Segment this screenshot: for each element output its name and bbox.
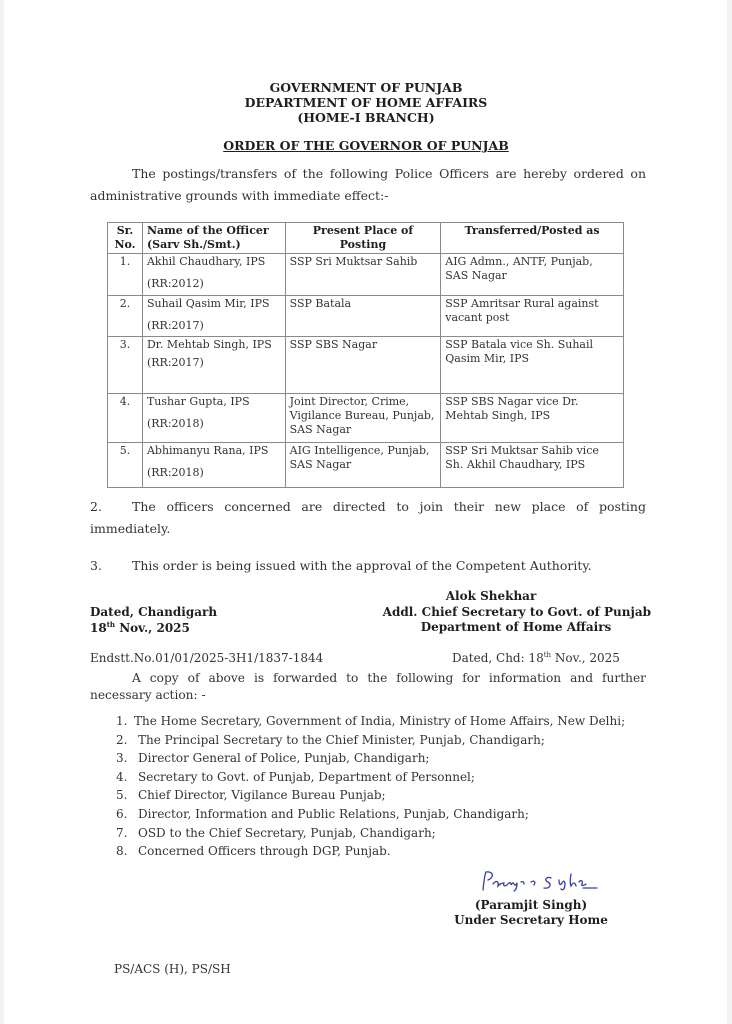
recipient-text: Secretary to Govt. of Punjab, Department of Personnel; (138, 769, 475, 784)
recipient-number: 5. (116, 788, 128, 803)
recipient-number: 1. (116, 714, 128, 728)
para-2-number: 2. (90, 499, 102, 514)
officer-name: Abhimanyu Rana, IPS (146, 444, 269, 457)
recipient-text: The Home Secretary, Government of India, Ministry of Home Affairs, New Delhi; (134, 714, 626, 728)
table-row (108, 296, 624, 337)
officer-name: Akhil Chaudhary, IPS (146, 255, 266, 268)
header-name-sub-text: (Sarv Sh./Smt.) (146, 238, 241, 251)
dated-date (90, 620, 190, 635)
document-page (4, 0, 727, 1024)
endorsement-date-suffix: th (543, 651, 552, 659)
cell-officer (142, 296, 285, 337)
header-officer-name (142, 223, 285, 254)
officer-name: Suhail Qasim Mir, IPS (146, 297, 270, 310)
para-3-number: 3. (90, 558, 102, 573)
dated-day: 18 (90, 621, 107, 635)
recipient-number: 2. (116, 732, 128, 747)
recipient-text: Director General of Police, Punjab, Chandigarh; (138, 751, 430, 766)
recipient-item (116, 805, 625, 824)
recipient-item (116, 731, 625, 750)
cell-present-posting: AIG Intelligence, Punjab, SAS Nagar (285, 443, 441, 488)
recipient-item (116, 749, 625, 768)
recipient-text: OSD to the Chief Secretary, Punjab, Chandigarh; (138, 825, 436, 840)
officer-batch: (RR:2018) (146, 466, 204, 479)
department-heading: DEPARTMENT OF HOME AFFAIRS (244, 95, 488, 110)
dated-day-suffix: th (106, 620, 116, 629)
para-2-line-2: immediately. (90, 521, 171, 536)
officer-name: Tushar Gupta, IPS (146, 395, 250, 408)
cell-sr: 2. (108, 296, 143, 337)
recipient-number: 4. (116, 769, 128, 784)
recipient-item (116, 712, 625, 731)
recipient-number: 6. (116, 806, 128, 821)
para-2-line-1: The officers concerned are directed to join their new place of posting (132, 499, 646, 514)
signatory-name: Alok Shekhar (445, 589, 537, 603)
recipient-item (116, 824, 625, 843)
table-row (108, 443, 624, 488)
cell-posted-as: SSP Sri Muktsar Sahib vice Sh. Akhil Chaudhary, IPS (441, 443, 624, 488)
header-sr-text: Sr. (116, 224, 134, 237)
recipient-item (116, 786, 625, 805)
cell-officer (142, 254, 285, 296)
table-row (108, 254, 624, 296)
recipient-text: The Principal Secretary to the Chief Minister, Punjab, Chandigarh; (138, 732, 545, 747)
header-sr-no (108, 223, 143, 254)
cell-posted-as: SSP Amritsar Rural against vacant post (441, 296, 624, 337)
under-secretary-designation: Under Secretary Home (454, 913, 608, 927)
signature-image (479, 868, 629, 898)
postings-table (107, 222, 624, 488)
recipient-text: Director, Information and Public Relations, Punjab, Chandigarh; (138, 806, 529, 821)
recipient-number: 7. (116, 825, 128, 840)
cell-posted-as: AIG Admn., ANTF, Punjab, SAS Nagar (441, 254, 624, 296)
endorsement-number: Endstt.No.01/01/2025-3H1/1837-1844 (90, 651, 324, 665)
recipient-number: 3. (116, 751, 128, 766)
officer-batch: (RR:2017) (146, 319, 204, 332)
table-header-row (108, 223, 624, 254)
cell-present-posting: SSP Sri Muktsar Sahib (285, 254, 441, 296)
officer-batch: (RR:2017) (146, 356, 204, 369)
recipient-item (116, 842, 625, 861)
header-no-text: No. (114, 238, 136, 251)
table-row (108, 394, 624, 443)
table-row (108, 337, 624, 394)
header-present-posting (285, 223, 441, 254)
cell-present-posting: SSP SBS Nagar (285, 337, 441, 394)
recipients-list (116, 712, 625, 861)
cell-posted-as: SSP Batala vice Sh. Suhail Qasim Mir, IPS (441, 337, 624, 394)
cell-posted-as: SSP SBS Nagar vice Dr. Mehtab Singh, IPS (441, 394, 624, 443)
officer-batch: (RR:2012) (146, 277, 204, 290)
cell-sr: 3. (108, 337, 143, 394)
header-transferred: Transferred/Posted as (441, 223, 624, 254)
endorsement-date (452, 651, 620, 665)
dated-month-year: Nov., 2025 (115, 621, 190, 635)
cell-present-posting: Joint Director, Crime, Vigilance Bureau, Punjab, SAS Nagar (285, 394, 441, 443)
signatory-designation: Addl. Chief Secretary to Govt. of Punjab (382, 605, 651, 619)
intro-line-1: The postings/transfers of the following Police Officers are hereby ordered on (132, 166, 646, 181)
para-3-text: This order is being issued with the approval of the Competent Authority. (132, 558, 592, 573)
officer-batch: (RR:2018) (146, 417, 204, 430)
header-name-text: Name of the Officer (146, 224, 269, 237)
intro-line-2: administrative grounds with immediate effect:- (90, 188, 389, 203)
endorsement-date-prefix: Dated, Chd: 18 (452, 651, 544, 665)
copy-to-footer: PS/ACS (H), PS/SH (114, 962, 231, 976)
cell-sr: 1. (108, 254, 143, 296)
handwritten-signature (479, 868, 629, 902)
recipient-item (116, 768, 625, 787)
recipient-text: Chief Director, Vigilance Bureau Punjab; (138, 788, 386, 803)
dated-place: Dated, Chandigarh (90, 605, 218, 619)
order-title: ORDER OF THE GOVERNOR OF PUNJAB (223, 138, 509, 153)
officer-name: Dr. Mehtab Singh, IPS (146, 338, 272, 351)
endorsement-date-rest: Nov., 2025 (551, 651, 620, 665)
copy-forward-line-1: A copy of above is forwarded to the following for information and further (132, 671, 646, 685)
cell-officer (142, 394, 285, 443)
cell-officer (142, 337, 285, 394)
govt-heading: GOVERNMENT OF PUNJAB (269, 80, 463, 95)
header-posting-text: Posting (339, 238, 387, 251)
recipient-number: 8. (116, 844, 128, 859)
cell-sr: 4. (108, 394, 143, 443)
branch-heading: (HOME-I BRANCH) (297, 110, 435, 125)
under-secretary-name: (Paramjit Singh) (474, 898, 588, 912)
signatory-department: Department of Home Affairs (420, 620, 612, 634)
header-present-text: Present Place of (312, 224, 414, 237)
copy-forward-line-2: necessary action: - (90, 688, 206, 702)
recipient-text: Concerned Officers through DGP, Punjab. (138, 844, 391, 859)
cell-present-posting: SSP Batala (285, 296, 441, 337)
cell-officer (142, 443, 285, 488)
cell-sr: 5. (108, 443, 143, 488)
